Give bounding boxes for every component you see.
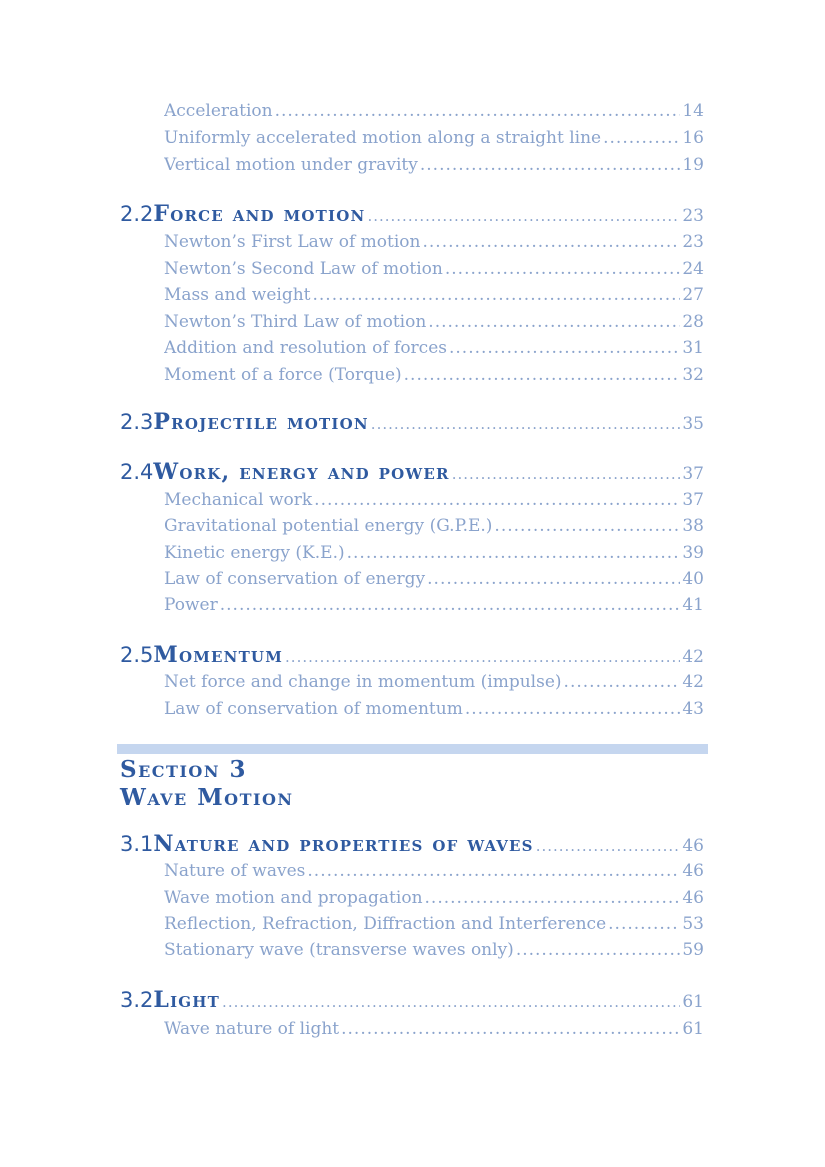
toc-entry-title: Uniformly accelerated motion along a straight line	[164, 128, 602, 148]
toc-entry[interactable]	[164, 699, 704, 719]
toc-entry-page: 37	[682, 490, 704, 510]
heading-title: Work, energy and power	[153, 459, 450, 485]
toc-entry-title: Addition and resolution of forces	[164, 338, 447, 358]
heading-number: 3.1	[120, 832, 154, 856]
toc-entry[interactable]	[164, 285, 704, 305]
toc-entry-page: 39	[682, 543, 704, 563]
heading-title: Momentum	[153, 642, 284, 668]
toc-entry[interactable]	[164, 595, 704, 615]
toc-entry[interactable]	[164, 312, 704, 332]
heading-page: 61	[682, 992, 704, 1012]
toc-entry-title: Stationary wave (transverse waves only)	[164, 940, 514, 960]
toc-entry-title: Power	[164, 595, 218, 615]
heading-title: Force and motion	[153, 201, 366, 227]
toc-entry[interactable]	[164, 861, 704, 881]
toc-entry[interactable]	[164, 259, 704, 279]
heading-page: 23	[682, 206, 704, 226]
heading-number: 2.3	[120, 410, 154, 434]
toc-entry-page: 16	[682, 128, 704, 148]
heading-number: 3.2	[120, 988, 154, 1012]
toc-entry-page: 59	[682, 940, 704, 960]
toc-entry-page: 40	[682, 569, 704, 589]
toc-entry-title: Law of conservation of energy	[164, 569, 426, 589]
toc-entry[interactable]	[164, 914, 704, 934]
toc-entry-title: Nature of waves	[164, 861, 306, 881]
toc-entry[interactable]	[164, 1019, 704, 1039]
toc-entry-title: Wave motion and propagation	[164, 888, 423, 908]
heading-title: Projectile motion	[153, 409, 369, 435]
toc-entry-title: Wave nature of light	[164, 1019, 340, 1039]
heading-page: 46	[682, 836, 704, 856]
toc-entry[interactable]	[164, 232, 704, 252]
toc-heading-3-2[interactable]	[120, 987, 704, 1015]
toc-entry-page: 53	[682, 914, 704, 934]
toc-entry-page: 14	[682, 101, 704, 121]
toc-entry-page: 32	[682, 365, 704, 385]
toc-entry-page: 28	[682, 312, 704, 332]
section-title: Wave Motion	[120, 784, 294, 811]
toc-entry-title: Vertical motion under gravity	[164, 155, 418, 175]
toc-entry-page: 24	[682, 259, 704, 279]
toc-entry-page: 46	[682, 888, 704, 908]
toc-entry[interactable]	[164, 101, 704, 121]
toc-entry-title: Mass and weight	[164, 285, 311, 305]
toc-entry-title: Kinetic energy (K.E.)	[164, 543, 345, 563]
heading-number: 2.5	[120, 643, 154, 667]
toc-heading-2-5[interactable]	[120, 642, 704, 670]
toc-heading-2-3[interactable]	[120, 409, 704, 437]
toc-entry[interactable]	[164, 672, 704, 692]
section-divider-bar	[117, 744, 708, 754]
heading-number: 2.2	[120, 202, 154, 226]
toc-entry[interactable]	[164, 338, 704, 358]
toc-entry-page: 19	[682, 155, 704, 175]
toc-entry-page: 31	[682, 338, 704, 358]
toc-heading-2-2[interactable]	[120, 201, 704, 229]
toc-entry-page: 43	[682, 699, 704, 719]
toc-entry[interactable]	[164, 543, 704, 563]
heading-number: 2.4	[120, 460, 154, 484]
heading-page: 35	[682, 414, 704, 434]
toc-entry-page: 61	[682, 1019, 704, 1039]
toc-entry-title: Mechanical work	[164, 490, 313, 510]
toc-heading-2-4[interactable]	[120, 459, 704, 487]
toc-entry-title: Newton’s Second Law of motion	[164, 259, 443, 279]
toc-entry[interactable]	[164, 490, 704, 510]
toc-entry[interactable]	[164, 940, 704, 960]
toc-entry[interactable]	[164, 569, 704, 589]
toc-entry-page: 27	[682, 285, 704, 305]
toc-entry-title: Moment of a force (Torque)	[164, 365, 402, 385]
toc-entry-page: 41	[682, 595, 704, 615]
toc-entry[interactable]	[164, 128, 704, 148]
toc-entry-title: Law of conservation of momentum	[164, 699, 463, 719]
toc-entry-title: Newton’s Third Law of motion	[164, 312, 427, 332]
toc-entry-page: 42	[682, 672, 704, 692]
toc-heading-3-1[interactable]	[120, 831, 704, 859]
toc-entry-title: Reflection, Refraction, Diffraction and Interference	[164, 914, 607, 934]
toc-entry-page: 38	[682, 516, 704, 536]
toc-entry-title: Net force and change in momentum (impulse)	[164, 672, 562, 692]
toc-entry-page: 23	[682, 232, 704, 252]
toc-entry-title: Acceleration	[164, 101, 273, 121]
toc-entry[interactable]	[164, 365, 704, 385]
toc-entry[interactable]	[164, 155, 704, 175]
heading-title: Light	[153, 987, 221, 1013]
heading-page: 37	[682, 464, 704, 484]
toc-entry[interactable]	[164, 888, 704, 908]
section-number: Section 3	[120, 756, 248, 783]
toc-entry-title: Newton’s First Law of motion	[164, 232, 421, 252]
toc-entry[interactable]	[164, 516, 704, 536]
toc-entry-title: Gravitational potential energy (G.P.E.)	[164, 516, 493, 536]
toc-entry-page: 46	[682, 861, 704, 881]
heading-page: 42	[682, 647, 704, 667]
heading-title: Nature and properties of waves	[153, 831, 534, 857]
